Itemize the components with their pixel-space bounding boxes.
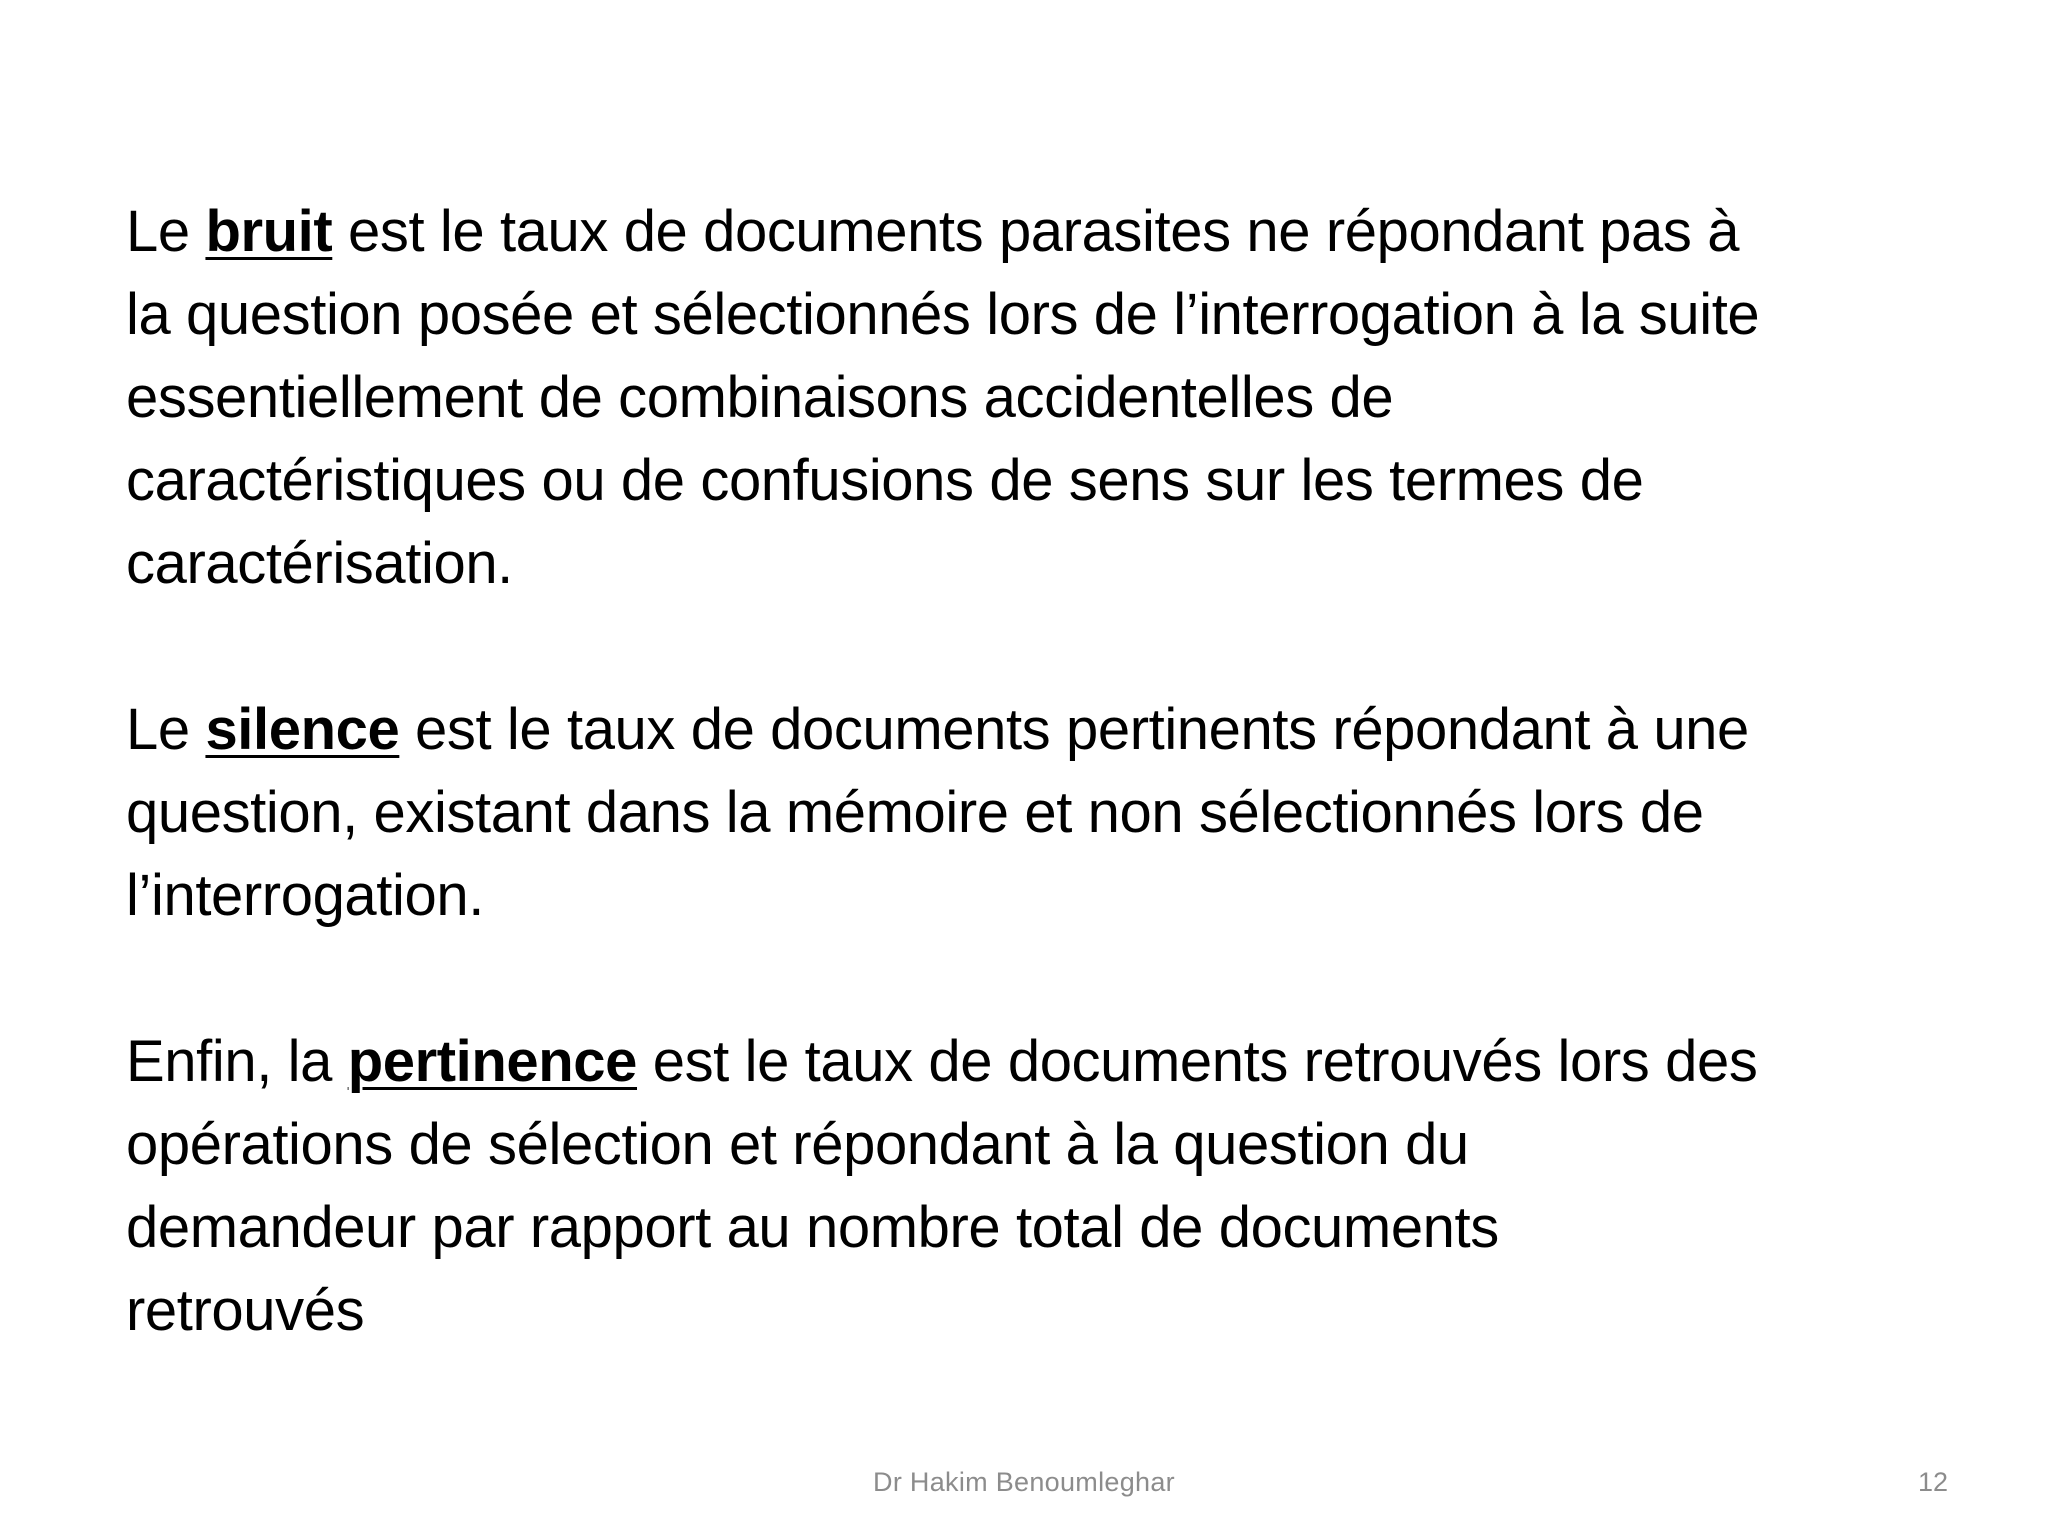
text-line: essentiellement de combinaisons accidentelles de <box>126 365 1394 430</box>
text-line <box>126 190 1956 273</box>
text-line <box>126 688 1956 771</box>
footer-author: Dr Hakim Benoumleghar <box>873 1467 1175 1497</box>
slide-body <box>126 190 1956 1352</box>
text-line: caractérisation. <box>126 531 513 596</box>
text-line: retrouvés <box>126 1278 365 1343</box>
term-pertinence: pertinence <box>347 1029 638 1094</box>
line-prefix: Le <box>126 199 206 264</box>
text-line: la question posée et sélectionnés lors de l’interrogation à la suite <box>126 282 1760 347</box>
text-line: l’interrogation. <box>126 863 484 928</box>
text-line: demandeur par rapport au nombre total de documents <box>126 1195 1499 1260</box>
text-line: question, existant dans la mémoire et non sélectionnés lors de <box>126 780 1704 845</box>
paragraph-bruit <box>126 190 1956 605</box>
line-prefix: Enfin, la <box>126 1029 348 1094</box>
text-line: caractéristiques ou de confusions de sens sur les termes de <box>126 448 1644 513</box>
term-silence: silence <box>205 697 400 762</box>
line-suffix: est le taux de documents pertinents répondant à une <box>399 697 1749 762</box>
line-suffix: est le taux de documents parasites ne répondant pas à <box>332 199 1740 264</box>
text-line <box>126 1020 1956 1103</box>
line-suffix: est le taux de documents retrouvés lors des <box>637 1029 1758 1094</box>
text-line: opérations de sélection et répondant à la question du <box>126 1112 1469 1177</box>
term-bruit: bruit <box>205 199 333 264</box>
paragraph-silence <box>126 688 1956 937</box>
paragraph-pertinence <box>126 1020 1956 1352</box>
line-prefix: Le <box>126 697 206 762</box>
slide-number: 12 <box>1917 1467 1948 1497</box>
